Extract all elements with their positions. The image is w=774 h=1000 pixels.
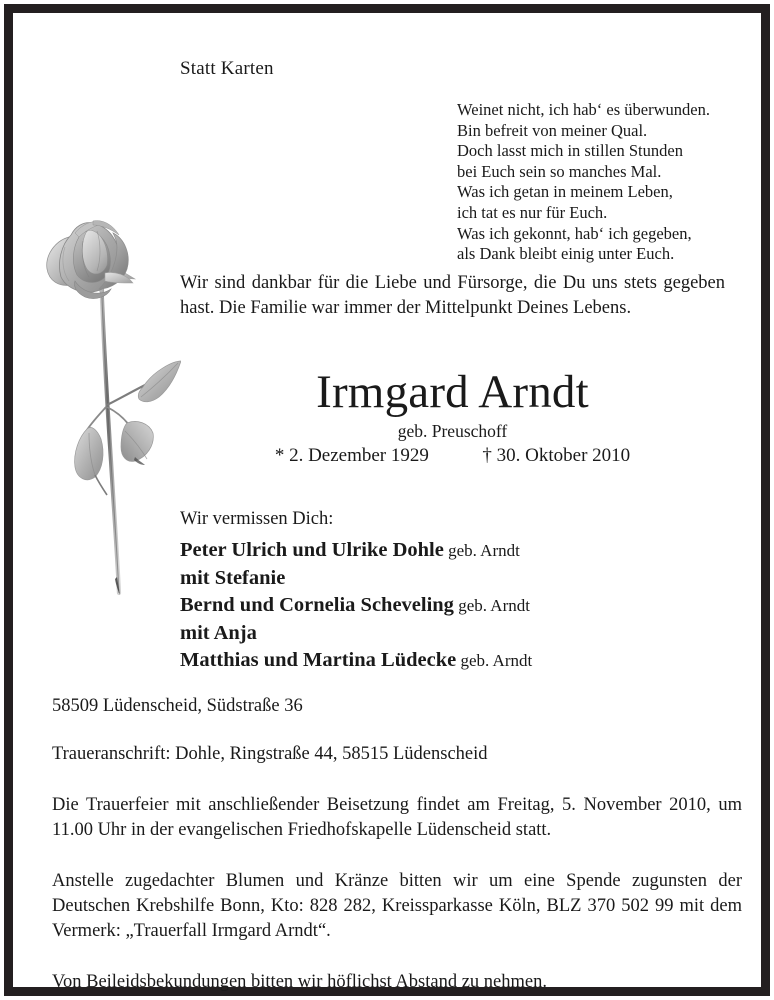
notice-sheet xyxy=(13,13,761,992)
poem-line-4: bei Euch sein so manches Mal. xyxy=(457,161,662,181)
maiden-name: geb. Preuschoff xyxy=(397,421,508,441)
notice-details-block xyxy=(52,694,742,995)
mourner-line xyxy=(180,537,740,565)
mourner-suffix: geb. Arndt xyxy=(456,651,533,670)
spacer xyxy=(52,944,742,970)
poem-line-5: Was ich getan in meinem Leben, xyxy=(457,182,673,202)
mourner-line xyxy=(180,565,740,593)
gratitude-paragraph: Wir sind dankbar für die Liebe und Fürsorge, die Du uns stets gegeben hast. Die Familie war immer der Mittelpunkt Deines Lebens. xyxy=(180,273,725,318)
mourner-names: Peter Ulrich und Ulrike Dohle xyxy=(180,539,444,561)
poem-line-6: ich tat es nur für Euch. xyxy=(457,202,608,222)
statt-karten-heading: Statt Karten xyxy=(180,58,274,79)
mourner-line xyxy=(180,647,740,675)
death-date: † 30. Oktober 2010 xyxy=(482,445,631,466)
spacer xyxy=(52,843,742,869)
mourners-intro: Wir vermissen Dich: xyxy=(180,509,334,529)
notice-border-frame xyxy=(4,4,770,996)
poem-line-7: Was ich gekonnt, habʻ ich gegeben, xyxy=(457,223,692,243)
mourner-names: mit Anja xyxy=(180,621,257,644)
life-dates xyxy=(180,443,725,468)
mourner-line xyxy=(180,620,740,648)
rose-icon xyxy=(31,211,181,611)
poem-line-1: Weinet nicht, ich habʻ es überwunden. xyxy=(457,100,710,119)
mourner-names: Matthias und Martina Lüdecke xyxy=(180,649,457,671)
memorial-poem xyxy=(457,100,710,265)
poem-line-2: Bin befreit von meiner Qual. xyxy=(457,120,648,140)
mourner-suffix: geb. Arndt xyxy=(443,541,520,560)
deceased-name: Irmgard Arndt xyxy=(316,366,589,418)
poem-line-3: Doch lasst mich in stillen Stunden xyxy=(457,141,683,161)
home-address: 58509 Lüdenscheid, Südstraße 36 xyxy=(52,696,303,716)
mourner-names: mit Stefanie xyxy=(180,566,286,589)
mourner-line xyxy=(180,592,740,620)
deceased-name-block xyxy=(180,365,725,468)
funeral-details: Die Trauerfeier mit anschließender Beisetzung findet am Freitag, 5. November 2010, um 11.00 Uhr in der evangelischen Friedhofskapelle Lüdenscheid statt. xyxy=(52,795,742,840)
mourner-suffix: geb. Arndt xyxy=(453,596,530,615)
spacer xyxy=(52,767,742,793)
poem-line-8: als Dank bleibt einig unter Euch. xyxy=(457,244,675,264)
mourner-names: Bernd und Cornelia Scheveling xyxy=(180,594,454,616)
birth-date: * 2. Dezember 1929 xyxy=(274,445,429,466)
mourners-block xyxy=(180,507,740,675)
rose-illustration xyxy=(31,211,181,611)
spacer xyxy=(52,719,742,742)
donation-request: Anstelle zugedachter Blumen und Kränze bitten wir um eine Spende zugunsten der Deutschen Krebshilfe Bonn, Kto: 828 282, Kreissparkasse Köln, BLZ 370 502 99 mit dem Vermerk: „Trauerfall Irmgard Arndt“. xyxy=(52,871,742,941)
mourning-address: Traueranschrift: Dohle, Ringstraße 44, 58515 Lüdenscheid xyxy=(52,744,488,764)
condolences-note: Von Beileidsbekundungen bitten wir höflichst Abstand zu nehmen. xyxy=(52,972,547,992)
